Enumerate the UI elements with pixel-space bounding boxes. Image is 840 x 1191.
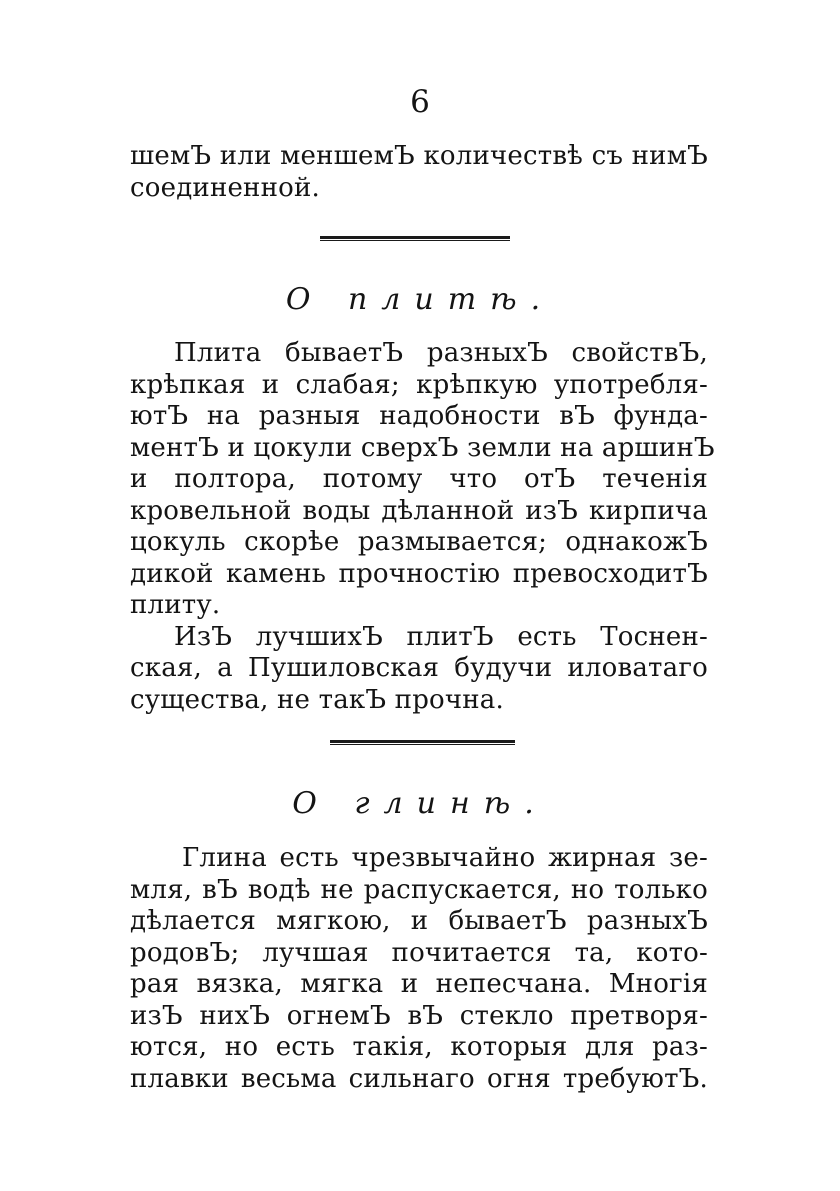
text-line: плиту. (130, 590, 221, 620)
text-line: и полтора, потому что отЪ теченія (130, 464, 708, 494)
text-line: изЪ нихЪ огнемЪ вЪ стекло претворя- (130, 1000, 708, 1031)
text-line: мля, вЪ водѣ не распускается, но только (130, 874, 708, 905)
text-line: шемЪ или меншемЪ количествѣ съ нимЪ (130, 141, 708, 171)
section-divider (320, 236, 510, 239)
section-plita-body (130, 338, 715, 716)
text-line: существа, не такЪ прочна. (130, 684, 504, 715)
text-line: ская, а Пушиловская будучи иловатаго (130, 653, 708, 683)
text-line: ются, но есть такія, которыя для раз- (130, 1032, 708, 1062)
text-line: ИзЪ лучшихЪ плитЪ есть Тоснен- (174, 621, 708, 652)
text-line: ментЪ и цокули сверхЪ земли на аршинЪ (130, 432, 715, 463)
text-line: родовЪ; лучшая почитается та, кото- (130, 937, 708, 968)
text-line: цокуль скорѣе размывается; однакожЪ (130, 527, 708, 557)
text-line: соединенной. (130, 172, 320, 203)
section-title-plita: О плитѣ. (285, 282, 555, 317)
section-title-glina: О глинѣ. (292, 786, 548, 821)
text-line: крѣпкая и слабая; крѣпкую употребля- (130, 369, 708, 400)
text-line: дѣлается мягкою, и бываетЪ разныхЪ (130, 906, 708, 936)
text-line: плавки весьма сильнаго огня требуютЪ. (130, 1063, 708, 1094)
text-line: кровельной воды дѣланной изЪ кирпича (130, 495, 708, 526)
section-divider (330, 740, 515, 743)
text-line: Глина есть чрезвычайно жирная зе- (182, 843, 708, 873)
text-line: ютЪ на разныя надобности вЪ фунда- (130, 401, 708, 431)
continuation-paragraph (130, 141, 708, 204)
text-line: дикой камень прочностію превосходитЪ (130, 558, 708, 589)
text-line: Плита бываетЪ разныхЪ свойствЪ, (174, 338, 708, 368)
text-line: рая вязка, мягка и непесчана. Многія (130, 969, 708, 999)
page-number: 6 (410, 84, 430, 120)
section-glina-body (130, 843, 708, 1095)
